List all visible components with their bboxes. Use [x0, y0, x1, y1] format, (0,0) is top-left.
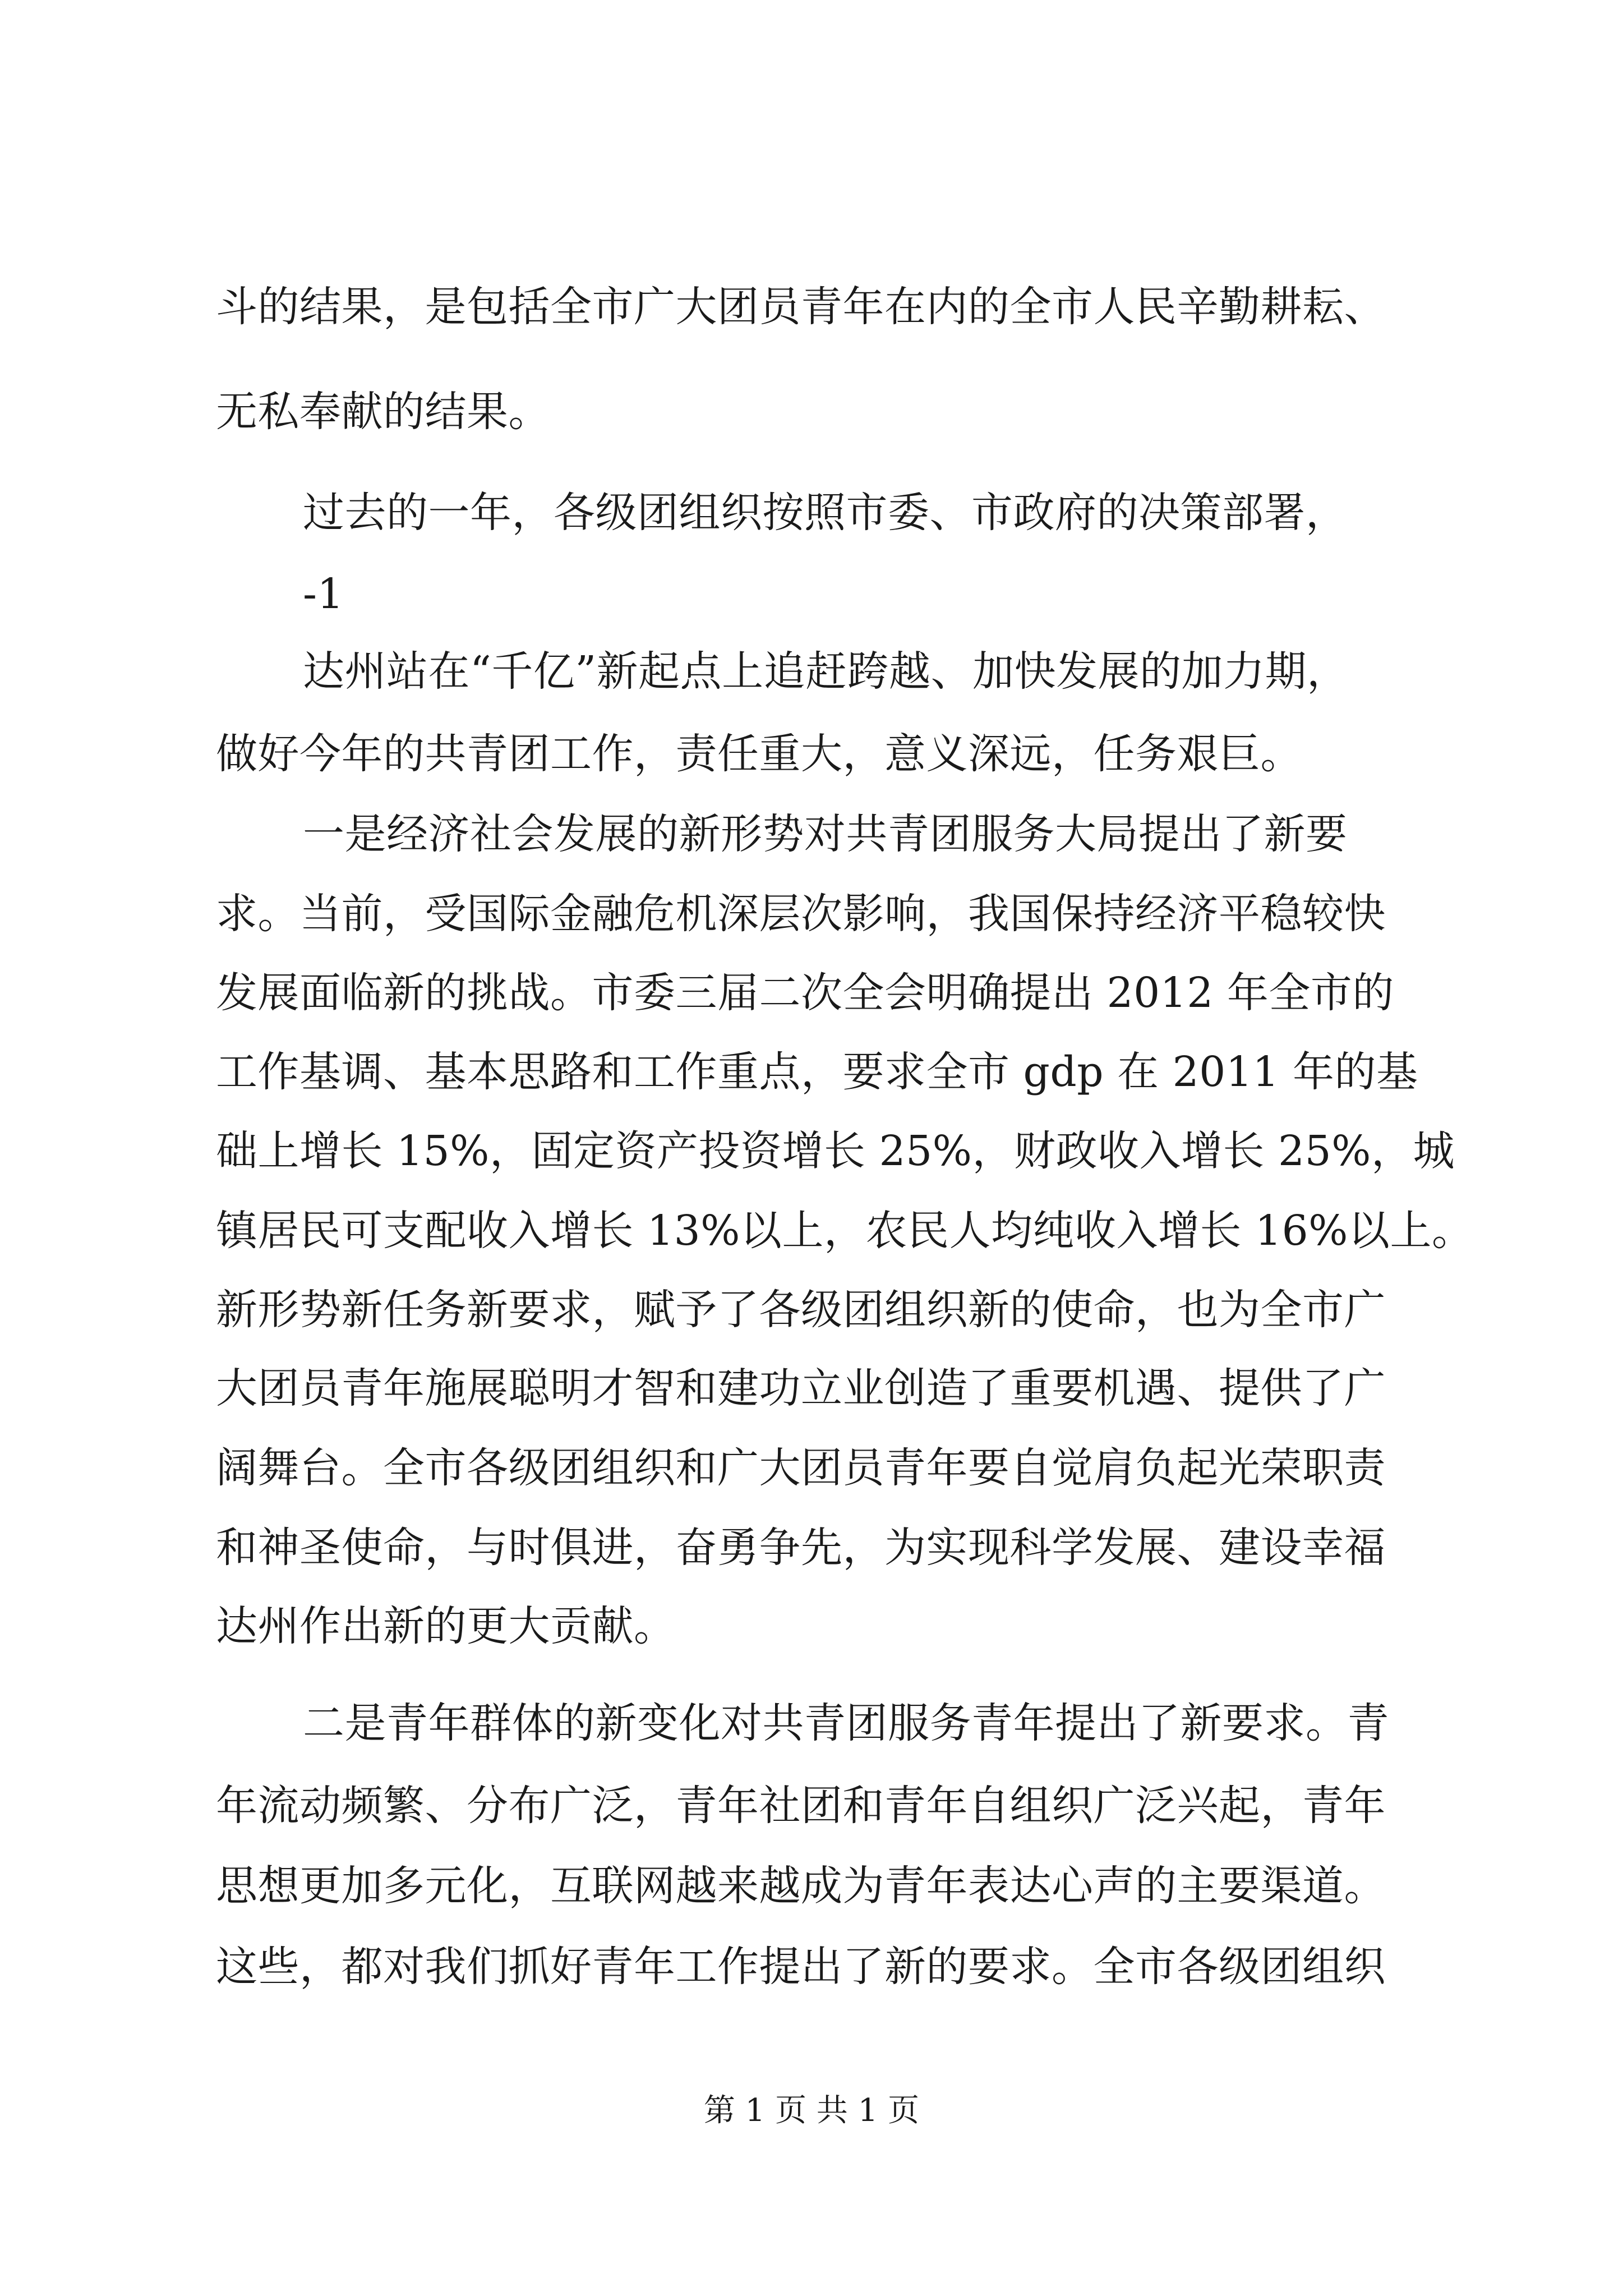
- text-line: 础上增长 15%，固定资产投资增长 25%，财政收入增长 25%，城: [216, 1127, 1455, 1175]
- text-line: 一是经济社会发展的新形势对共青团服务大局提出了新要: [303, 810, 1348, 858]
- text-line: 镇居民可支配收入增长 13%以上，农民人均纯收入增长 16%以上。: [216, 1207, 1474, 1255]
- text-line: 工作基调、基本思路和工作重点，要求全市 gdp 在 2011 年的基: [216, 1048, 1418, 1096]
- text-line: 过去的一年，各级团组织按照市委、市政府的决策部署，: [303, 489, 1348, 537]
- text-line: 年流动频繁、分布广泛，青年社团和青年自组织广泛兴起，青年: [216, 1782, 1386, 1830]
- text-line: 做好今年的共青团工作，责任重大，意义深远，任务艰巨。: [216, 730, 1302, 778]
- text-line: 无私奉献的结果。: [216, 388, 550, 436]
- page-footer: 第 1 页 共 1 页: [703, 2092, 920, 2129]
- text-line: 和神圣使命，与时俱进，奋勇争先，为实现科学发展、建设幸福: [216, 1524, 1386, 1572]
- text-line: 发展面临新的挑战。市委三届二次全会明确提出 2012 年全市的: [216, 969, 1394, 1017]
- text-line: 二是青年群体的新变化对共青团服务青年提出了新要求。青: [303, 1699, 1389, 1747]
- text-line: 阔舞台。全市各级团组织和广大团员青年要自觉肩负起光荣职责: [216, 1444, 1386, 1492]
- text-line: 思想更加多元化，互联网越来越成为青年表达心声的主要渠道。: [216, 1862, 1386, 1910]
- text-line: 斗的结果，是包括全市广大团员青年在内的全市人民辛勤耕耘、: [216, 283, 1386, 331]
- text-line: 达州作出新的更大贡献。: [216, 1602, 676, 1650]
- text-line: 新形势新任务新要求，赋予了各级团组织新的使命，也为全市广: [216, 1286, 1386, 1334]
- text-line: 这些，都对我们抓好青年工作提出了新的要求。全市各级团组织: [216, 1943, 1386, 1991]
- text-line: 大团员青年施展聪明才智和建功立业创造了重要机遇、提供了广: [216, 1364, 1386, 1412]
- page-number-marker: -1: [303, 570, 344, 618]
- text-line: 达州站在“千亿”新起点上追赶跨越、加快发展的加力期，: [303, 647, 1349, 696]
- text-line: 求。当前，受国际金融危机深层次影响，我国保持经济平稳较快: [216, 890, 1386, 938]
